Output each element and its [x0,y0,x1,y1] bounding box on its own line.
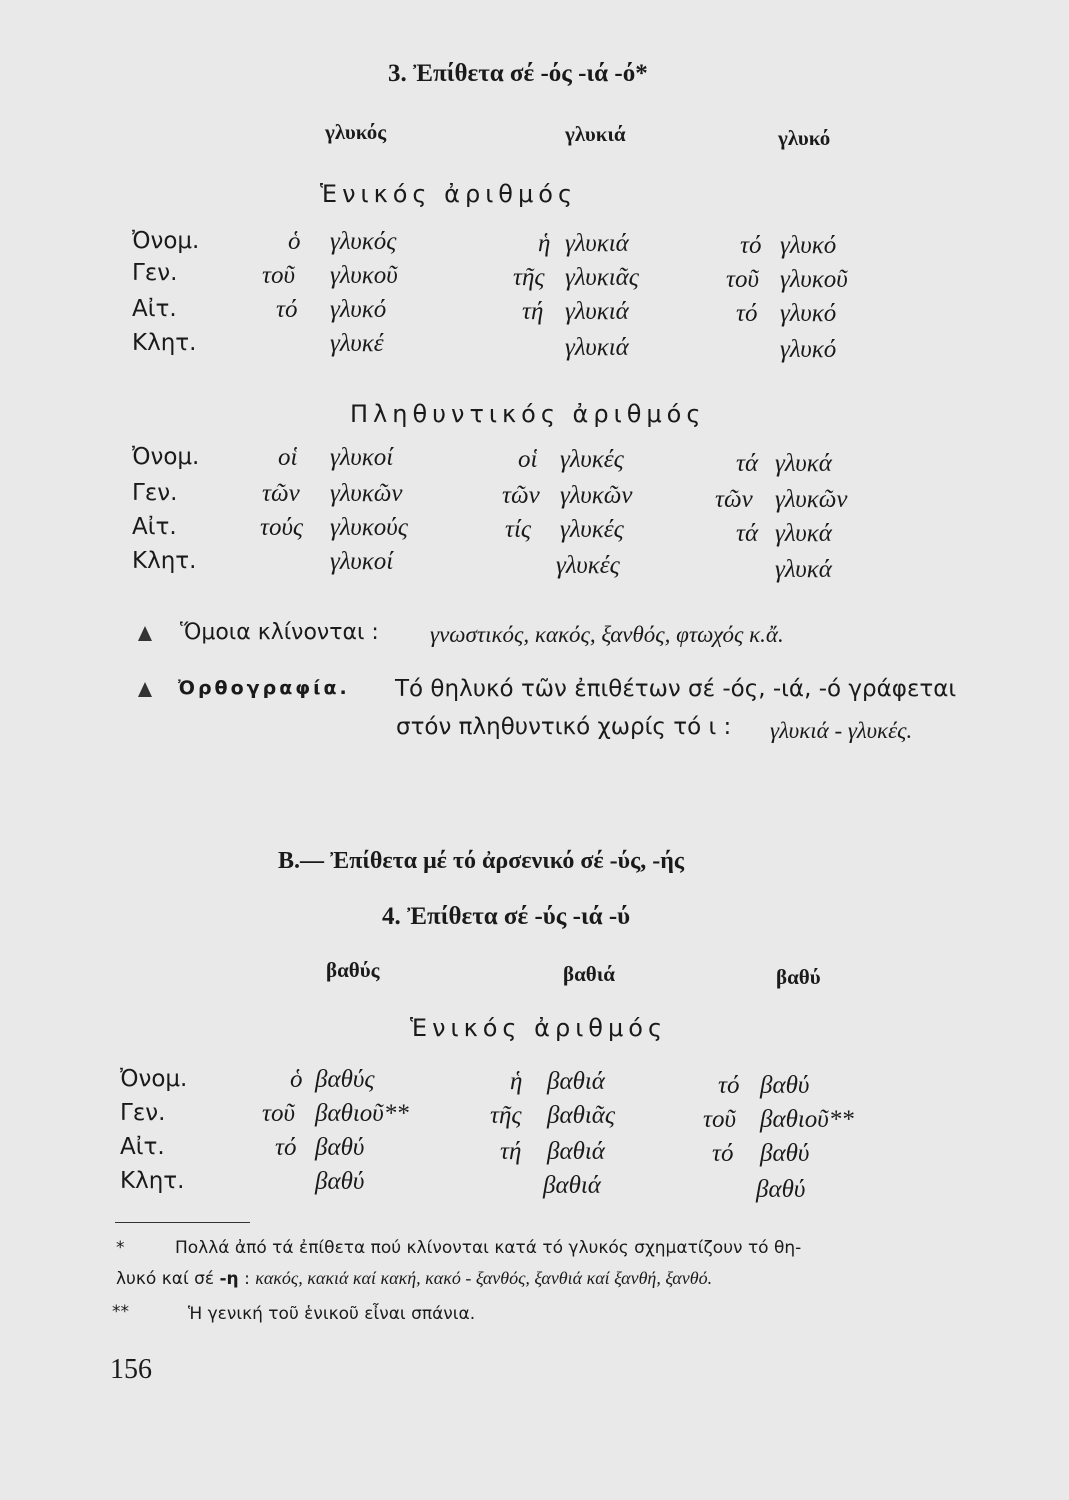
similar-label: Ὅμοια κλίνονται : [180,620,379,645]
form-n: γλυκοῦ [780,266,848,293]
footnote-1-colon: : [244,1269,250,1289]
similar-words: γνωστικός, κακός, ξανθός, φτωχός κ.ἄ. [430,622,784,647]
article-n: τό [718,1072,740,1099]
triangle-bullet-icon [138,626,152,641]
form-n: γλυκό [780,300,837,327]
footnote-2-text: Ἡ γενική τοῦ ἑνικοῦ εἶναι σπάνια. [188,1304,476,1324]
header-masculine: γλυκός [325,120,387,144]
case-label: Γεν. [120,1100,166,1126]
footnote-2-mark: ** [112,1302,129,1322]
form-m: βαθύ [315,1168,365,1195]
form-m: γλυκοῦ [330,262,398,289]
case-label: Ὀνομ. [132,444,200,470]
form-m: γλυκούς [330,514,408,541]
form-m: βαθύ [315,1134,365,1161]
case-label: Κλητ. [132,330,197,356]
article-f: οἱ [518,446,538,473]
header-neuter: γλυκό [778,126,831,150]
article-n: τό [712,1140,734,1167]
header-masculine: βαθύς [326,958,380,982]
form-m: βαθιοῦ** [315,1100,409,1127]
orthography-text-line1: Τό θηλυκό τῶν ἐπιθέτων σέ -ός, -ιά, -ό γράφεται [395,676,957,702]
form-m: γλυκός [330,228,397,255]
article-n: τό [736,300,758,327]
article-n: τῶν [715,486,753,513]
form-n: βαθύ [756,1176,806,1203]
footnote-1-line2 [116,1268,712,1289]
triangle-bullet-icon [138,682,152,697]
form-f: βαθιᾶς [547,1102,616,1129]
form-f: γλυκῶν [560,482,633,509]
form-m: γλυκοί [330,548,394,575]
article-n: τοῦ [726,266,759,293]
form-n: γλυκά [775,520,832,547]
footnote-1-text: Πολλά ἀπό τά ἐπίθετα πού κλίνονται κατά τό γλυκός σχηματίζουν τό θη- [175,1238,802,1258]
form-f: βαθιά [543,1172,601,1199]
form-f: βαθιά [547,1068,605,1095]
form-n: γλυκό [780,232,837,259]
article-n: τά [736,520,759,547]
form-n: γλυκά [775,450,832,477]
header-neuter: βαθύ [776,965,821,989]
form-m: βαθύς [315,1066,375,1093]
form-n: γλυκό [780,336,837,363]
form-f: γλυκιᾶς [565,264,639,291]
article-f: τίς [505,516,532,543]
article-n: τό [740,232,762,259]
orthography-label: Ὀρθογραφία. [178,677,350,699]
form-f: γλυκές [560,446,624,473]
case-label: Κλητ. [132,548,197,574]
form-f: γλυκές [560,516,624,543]
form-n: βαθιοῦ** [760,1106,854,1133]
article-f: τῆς [513,264,545,291]
article-f: τή [522,298,544,325]
footnote-1-examples: κακός, κακιά καί κακή, κακό - ξανθός, ξανθιά καί ξανθή, ξανθό. [255,1268,713,1288]
article-f: τῆς [490,1102,522,1129]
article-m: τούς [260,514,304,541]
article-n: τά [736,450,759,477]
article-n: τοῦ [703,1106,736,1133]
form-m: γλυκῶν [330,480,403,507]
form-f: γλυκές [556,552,620,579]
footnote-1-ending: -η [219,1269,239,1289]
page-number: 156 [110,1354,152,1385]
case-label: Αἰτ. [132,514,177,540]
orthography-example: γλυκιά - γλυκές. [770,718,913,743]
case-label: Κλητ. [120,1168,185,1194]
article-m: οἱ [278,444,298,471]
header-feminine: γλυκιά [565,122,626,146]
plural-title: Πληθυντικός ἀριθμός [350,400,706,428]
form-f: γλυκιά [565,230,629,257]
form-f: γλυκιά [565,334,629,361]
article-f: ἡ [510,1068,523,1095]
form-f: γλυκιά [565,298,629,325]
header-feminine: βαθιά [563,962,615,986]
article-f: τῶν [502,482,540,509]
case-label: Γεν. [132,480,178,506]
article-f: ἡ [538,230,551,257]
article-m: τό [275,1134,297,1161]
case-label: Ὀνομ. [132,228,200,254]
orthography-text-line2: στόν πληθυντικό χωρίς τό ι : [396,714,732,740]
section-4-title: 4. Ἐπίθετα σέ -ύς -ιά -ύ [382,903,631,930]
singular-title: Ἑνικός ἀριθμός [410,1014,668,1042]
article-m: ὁ [290,1066,303,1093]
section-3-title: 3. Ἐπίθετα σέ -ός -ιά -ό* [388,60,648,87]
form-f: βαθιά [547,1138,605,1165]
case-label: Ὀνομ. [120,1066,188,1092]
form-m: γλυκό [330,296,387,323]
article-m: τοῦ [262,1100,295,1127]
article-m: ὁ [288,228,301,255]
footnote-1-mark: * [116,1238,125,1258]
case-label: Αἰτ. [132,296,177,322]
article-m: τοῦ [262,262,295,289]
article-m: τό [276,296,298,323]
footnote-1-line2-prefix: λυκό καί σέ [116,1269,215,1289]
article-f: τή [500,1138,522,1165]
case-label: Γεν. [132,260,178,286]
article-m: τῶν [262,480,300,507]
case-label: Αἰτ. [120,1134,165,1160]
form-m: γλυκέ [330,330,384,357]
footnote-divider [115,1222,250,1223]
form-n: γλυκῶν [775,486,848,513]
singular-title: Ἑνικός ἀριθμός [320,180,578,208]
section-b-title: Β.— Ἐπίθετα μέ τό ἀρσενικό σέ -ύς, -ής [278,848,684,874]
form-n: γλυκά [775,556,832,583]
form-m: γλυκοί [330,444,394,471]
form-n: βαθύ [760,1072,810,1099]
form-n: βαθύ [760,1140,810,1167]
